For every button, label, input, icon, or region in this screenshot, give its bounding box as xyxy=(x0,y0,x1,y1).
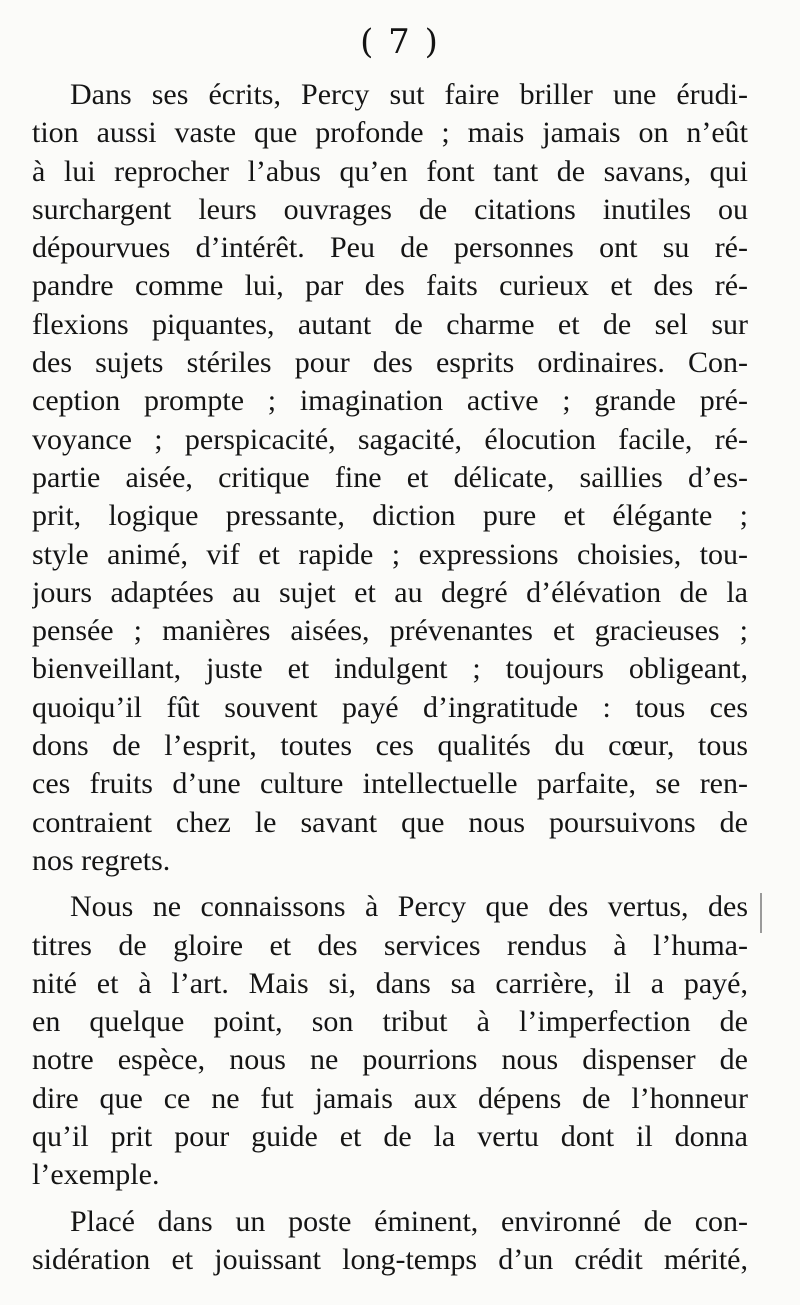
text-line: en quelque point, son tribut à l’imperfection de xyxy=(32,1005,748,1039)
text-line: dire que ce ne fut jamais aux dépens de l’honneur xyxy=(32,1081,748,1115)
text-line: surchargent leurs ouvrages de citations inutiles ou xyxy=(32,192,748,226)
text-line: prit, logique pressante, diction pure et élégante ; xyxy=(32,499,748,533)
text-line: dons de l’esprit, toutes ces qualités du cœur, tous xyxy=(32,729,748,763)
paragraph xyxy=(32,76,748,880)
text-line: des sujets stériles pour des esprits ordinaires. Con- xyxy=(32,346,748,380)
text-line: Nous ne connaissons à Percy que des vertus, des xyxy=(70,890,748,924)
text-line: quoiqu’il fût souvent payé d’ingratitude : tous ces xyxy=(32,690,748,724)
text-line: partie aisée, critique fine et délicate, saillies d’es- xyxy=(32,460,748,494)
text-line: ces fruits d’une culture intellectuelle parfaite, se ren- xyxy=(32,767,748,801)
text-line: notre espèce, nous ne pourrions nous dispenser de xyxy=(32,1043,748,1077)
paragraph xyxy=(32,1203,748,1280)
text-line: Placé dans un poste éminent, environné de con- xyxy=(70,1204,748,1238)
text-line: jours adaptées au sujet et au degré d’élévation de la xyxy=(32,575,748,609)
text-line: contraient chez le savant que nous poursuivons de xyxy=(32,805,748,839)
text-line: sidération et jouissant long-temps d’un crédit mérité, xyxy=(32,1242,748,1276)
text-line: nité et à l’art. Mais si, dans sa carrière, il a payé, xyxy=(32,966,748,1000)
text-line: flexions piquantes, autant de charme et de sel sur xyxy=(32,307,748,341)
text-line: tion aussi vaste que profonde ; mais jamais on n’eût xyxy=(32,116,748,150)
text-line: nos regrets. xyxy=(32,843,171,877)
text-line: ception prompte ; imagination active ; grande pré- xyxy=(32,384,748,418)
margin-mark xyxy=(760,893,762,933)
text-line: titres de gloire et des services rendus à l’huma- xyxy=(32,928,748,962)
text-line: dépourvues d’intérêt. Peu de personnes ont su ré- xyxy=(32,231,748,265)
text-line: Dans ses écrits, Percy sut faire briller une érudi- xyxy=(70,78,748,111)
paragraph xyxy=(32,888,748,1194)
text-line: pandre comme lui, par des faits curieux et des ré- xyxy=(32,269,748,303)
paragraph-gap xyxy=(32,880,748,888)
text-line: style animé, vif et rapide ; expressions choisies, tou- xyxy=(32,537,748,571)
text-line: qu’il prit pour guide et de la vertu dont il donna xyxy=(32,1120,748,1154)
text-line: l’exemple. xyxy=(32,1158,160,1192)
text-line: pensée ; manières aisées, prévenantes et gracieuses ; xyxy=(32,614,748,648)
text-line: bienveillant, juste et indulgent ; toujours obligeant, xyxy=(32,652,748,686)
page-number: ( 7 ) xyxy=(360,22,440,62)
text-line: à lui reprocher l’abus qu’en font tant de savans, qui xyxy=(32,154,748,188)
text-line: voyance ; perspicacité, sagacité, élocution facile, ré- xyxy=(32,422,748,456)
paragraph-gap xyxy=(32,1195,748,1203)
body-text xyxy=(32,76,748,1279)
